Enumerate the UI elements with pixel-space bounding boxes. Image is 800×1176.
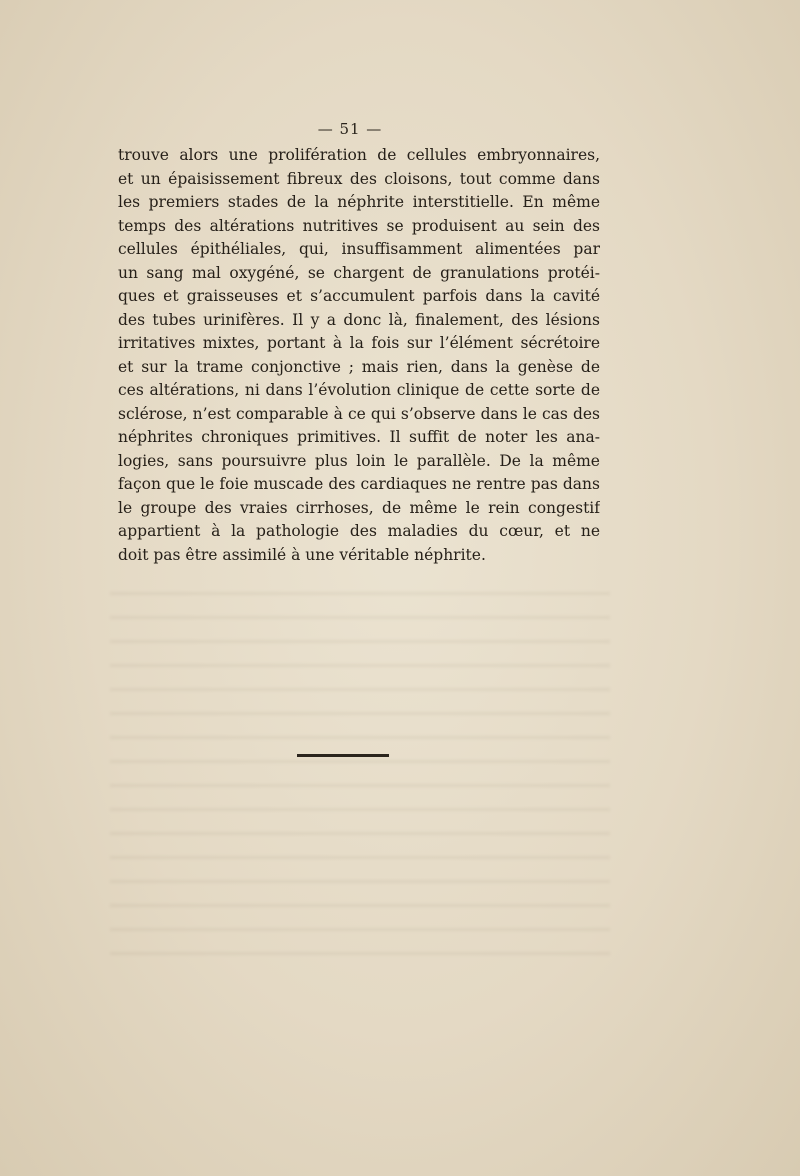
text-line: irritatives mixtes, portant à la fois sur l’élément sécrétoire: [118, 334, 600, 352]
text-line: les premiers stades de la néphrite interstitielle. En même: [118, 193, 600, 211]
text-line: le groupe des vraies cirrhoses, de même le rein congestif: [118, 498, 600, 517]
text-line: ces altérations, ni dans l’évolution clinique de cette sorte de: [118, 381, 600, 399]
text-line: logies, sans poursuivre plus loin le parallèle. De la même: [118, 451, 600, 470]
text-line: temps des altérations nutritives se produisent au sein des: [118, 216, 600, 235]
text-line: ques et graisseuses et s’accumulent parfois dans la cavité: [118, 287, 600, 305]
text-line: trouve alors une prolifération de cellules embryonnaires,: [118, 146, 600, 164]
text-line: cellules épithéliales, qui, insuffisamment alimentées par: [118, 240, 600, 258]
page-number: — 51 —: [317, 120, 383, 138]
text-line: des tubes urinifères. Il y a donc là, finalement, des lésions: [118, 310, 600, 329]
text-line-last: doit pas être assimilé à une véritable néphrite.: [118, 545, 486, 564]
text-line: appartient à la pathologie des maladies du cœur, et ne: [118, 522, 600, 540]
text-line: sclérose, n’est comparable à ce qui s’observe dans le cas des: [118, 404, 600, 423]
text-line: et sur la trame conjonctive ; mais rien, dans la genèse de: [118, 357, 600, 376]
text-line: néphrites chroniques primitives. Il suffit de noter les ana-: [118, 428, 600, 446]
text-line: un sang mal oxygéné, se chargent de granulations protéi-: [118, 263, 600, 282]
text-line: et un épaisissement fibreux des cloisons, tout comme dans: [118, 169, 600, 188]
section-end-rule: [297, 754, 389, 757]
body-paragraph: [118, 144, 600, 567]
show-through-texture: [110, 578, 610, 958]
text-line: façon que le foie muscade des cardiaques ne rentre pas dans: [118, 475, 600, 493]
